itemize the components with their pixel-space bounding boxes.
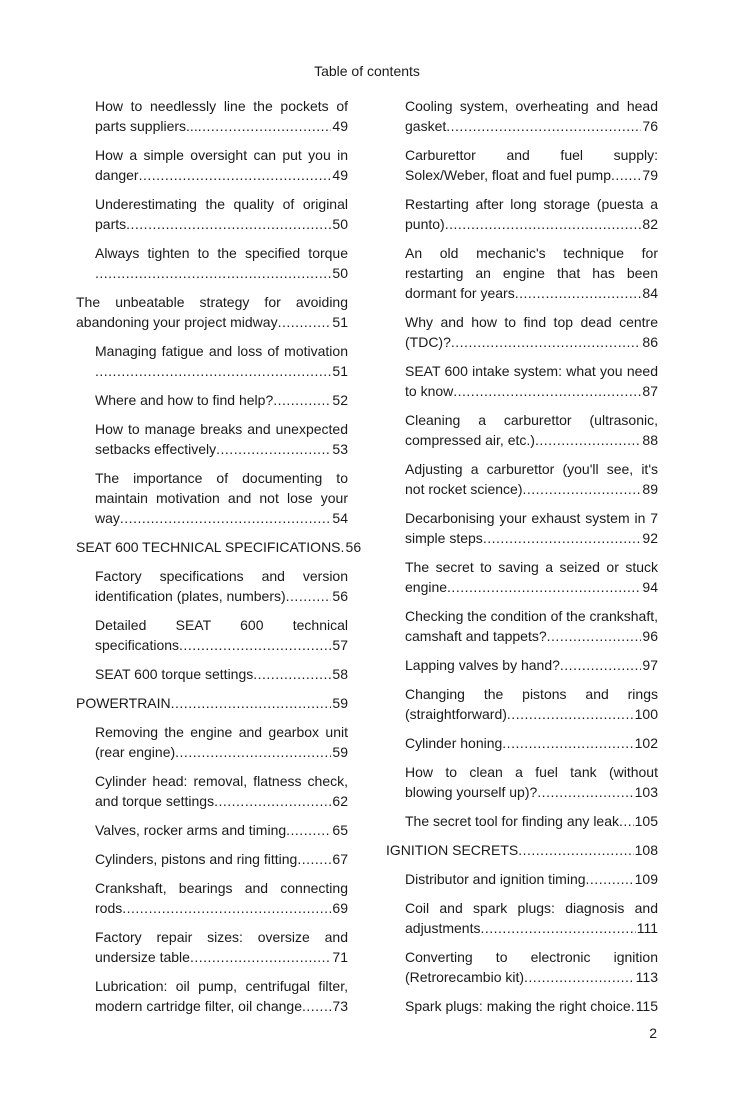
toc-dot-leader: [190, 947, 331, 967]
toc-dot-leader: [198, 116, 332, 136]
toc-entry[interactable]: [386, 508, 658, 548]
toc-dot-leader: [126, 214, 331, 234]
toc-entry-text: undersize table: [95, 949, 190, 965]
toc-section-entry[interactable]: [76, 292, 348, 332]
toc-page-number: 67: [332, 851, 348, 867]
toc-dot-leader: [502, 733, 633, 753]
toc-entry-text: gasket: [405, 118, 447, 134]
toc-entry-text: Valves, rocker arms and timing: [95, 822, 287, 838]
toc-entry-text: identification (plates, numbers): [95, 588, 286, 604]
toc-entry-text: Cylinders, pistons and ring fitting: [95, 851, 298, 867]
toc-page-number: 87: [642, 383, 658, 399]
toc-dot-leader: [507, 704, 634, 724]
toc-entry[interactable]: [76, 615, 348, 655]
toc-entry-text: Crankshaft, bearings and connecting: [95, 880, 348, 896]
toc-dot-leader: [214, 791, 331, 811]
toc-page-number: 52: [332, 392, 348, 408]
toc-entry[interactable]: [76, 566, 348, 606]
toc-entry[interactable]: [386, 312, 658, 352]
toc-entry-text: compressed air, etc.): [405, 432, 535, 448]
toc-entry-text: How to clean a fuel tank (without: [405, 764, 658, 780]
toc-entry[interactable]: [76, 194, 348, 234]
toc-dot-leader: [95, 361, 331, 381]
toc-page-number: 82: [642, 216, 658, 232]
toc-entry-text: parts suppliers...: [95, 118, 198, 134]
toc-entry-text: Cooling system, overheating and head: [405, 98, 658, 114]
toc-entry-text: The secret to saving a seized or stuck: [405, 559, 658, 575]
toc-entry-text: Detailed SEAT 600 technical: [95, 617, 348, 633]
toc-page-number: 100: [634, 706, 658, 722]
toc-dot-leader: [278, 312, 332, 332]
toc-entry-text: setbacks effectively: [95, 441, 217, 457]
toc-page-number: 105: [634, 813, 658, 829]
toc-entry[interactable]: [76, 820, 348, 840]
toc-entry[interactable]: [386, 684, 658, 724]
toc-entry-text: Cylinder honing: [405, 735, 503, 751]
toc-entry-text: to know: [405, 383, 454, 399]
toc-dot-leader: [518, 840, 633, 860]
toc-dot-leader: [451, 332, 642, 352]
toc-entry-text: restarting an engine that has been: [405, 265, 658, 281]
toc-section-entry[interactable]: [76, 537, 362, 557]
toc-dot-leader: [560, 655, 642, 675]
toc-dot-leader: [480, 918, 635, 938]
toc-entry-text: Changing the pistons and rings: [405, 686, 658, 702]
toc-page-number: 62: [332, 793, 348, 809]
toc-entry-text: Spark plugs: making the right choice: [405, 998, 631, 1014]
toc-entry-text: danger: [95, 167, 139, 183]
toc-entry-text: SEAT 600 TECHNICAL SPECIFICATIONS: [76, 539, 341, 555]
toc-entry-text: (TDC)?: [405, 334, 451, 350]
toc-page-number: 103: [634, 784, 658, 800]
toc-entry-text: The unbeatable strategy for avoiding: [76, 294, 348, 310]
toc-page-number: 58: [332, 666, 348, 682]
toc-page-number: 97: [642, 657, 658, 673]
toc-dot-leader: [515, 283, 642, 303]
toc-entry[interactable]: [386, 811, 658, 831]
toc-entry-text: Adjusting a carburettor (you'll see, it's: [405, 461, 658, 477]
toc-entry-text: SEAT 600 intake system: what you need: [405, 363, 658, 379]
toc-entry[interactable]: [76, 243, 348, 283]
toc-entry-text: Restarting after long storage (puesta a: [405, 196, 658, 212]
toc-page-number: 109: [634, 871, 658, 887]
toc-entry[interactable]: [386, 243, 658, 303]
toc-page-number: 50: [332, 216, 348, 232]
toc-entry[interactable]: [386, 733, 658, 753]
toc-dot-leader: [175, 742, 331, 762]
toc-entry-text: Cylinder head: removal, flatness check,: [95, 773, 348, 789]
toc-dot-leader: [95, 263, 331, 283]
toc-section-entry[interactable]: [76, 693, 348, 713]
toc-dot-leader: [216, 439, 331, 459]
toc-page-number: 88: [642, 432, 658, 448]
toc-page-number: 65: [332, 822, 348, 838]
toc-entry-text: and torque settings: [95, 793, 215, 809]
page-title: Table of contents: [314, 63, 420, 79]
toc-entry-text: Decarbonising your exhaust system in 7: [405, 510, 658, 526]
toc-page-number: 56: [345, 539, 362, 555]
toc-entry[interactable]: [76, 96, 348, 136]
toc-entry-text: Carburettor and fuel supply:: [405, 147, 658, 163]
toc-dot-leader: [179, 635, 331, 655]
toc-dot-leader: [286, 586, 332, 606]
toc-page-number: 96: [642, 628, 658, 644]
toc-entry[interactable]: [386, 410, 658, 450]
toc-entry-text: IGNITION SECRETS: [386, 842, 519, 858]
toc-entry[interactable]: [386, 145, 658, 185]
toc-entry-text: way: [95, 510, 120, 526]
toc-dot-leader: [122, 898, 331, 918]
toc-page-number: 51: [332, 314, 348, 330]
toc-entry-text: Factory repair sizes: oversize and: [95, 929, 348, 945]
toc-page-number: 50: [332, 265, 348, 281]
toc-dot-leader: [297, 849, 331, 869]
toc-page-number: 73: [332, 998, 348, 1014]
toc-entry-text: The secret tool for finding any leak: [405, 813, 620, 829]
toc-entry-text: How a simple oversight can put you in: [95, 147, 348, 163]
toc-entry[interactable]: [76, 878, 348, 918]
toc-entry-text: Checking the condition of the crankshaft,: [405, 608, 658, 624]
toc-page-number: 108: [634, 842, 658, 858]
toc-dot-leader: [547, 626, 642, 646]
toc-page-number: 79: [642, 167, 658, 183]
toc-dot-leader: [453, 381, 641, 401]
toc-entry[interactable]: [76, 771, 348, 811]
toc-dot-leader: [523, 479, 642, 499]
toc-entry[interactable]: [76, 664, 348, 684]
toc-page-number: 69: [332, 900, 348, 916]
toc-entry[interactable]: [386, 606, 658, 646]
toc-page-number: 56: [332, 588, 348, 604]
toc-dot-leader: [586, 869, 634, 889]
toc-entry[interactable]: [386, 459, 658, 499]
toc-page-number: 102: [634, 735, 658, 751]
toc-page-number: 76: [642, 118, 658, 134]
toc-entry-text: maintain motivation and not lose your: [95, 490, 348, 506]
toc-page-number: 54: [332, 510, 348, 526]
toc-entry-text: simple steps: [405, 530, 483, 546]
toc-entry-text: Where and how to find help?: [95, 392, 274, 408]
toc-dot-leader: [447, 577, 641, 597]
toc-page-number: 57: [332, 637, 348, 653]
toc-dot-leader: [171, 693, 332, 713]
toc-entry[interactable]: [76, 419, 348, 459]
toc-entry-text: adjustments: [405, 920, 481, 936]
toc-entry-text: modern cartridge filter, oil change: [95, 998, 302, 1014]
toc-entry-text: blowing yourself up)?: [405, 784, 538, 800]
toc-dot-leader: [524, 967, 635, 987]
toc-entry[interactable]: [76, 145, 348, 185]
toc-page-number: 71: [332, 949, 348, 965]
toc-entry-text: (straightforward): [405, 706, 507, 722]
toc-dot-leader: [139, 165, 332, 185]
toc-entry-text: Always tighten to the specified torque: [95, 245, 348, 261]
toc-entry-text: Converting to electronic ignition: [405, 949, 658, 965]
toc-column-right: [386, 96, 658, 1025]
toc-dot-leader: [537, 782, 633, 802]
toc-entry-text: Coil and spark plugs: diagnosis and: [405, 900, 658, 916]
toc-entry-text: How to needlessly line the pockets of: [95, 98, 348, 114]
toc-page-number: 92: [642, 530, 658, 546]
toc-entry[interactable]: [386, 361, 658, 401]
toc-page-number: 49: [332, 118, 348, 134]
page-number: 2: [649, 1025, 657, 1041]
toc-entry[interactable]: [386, 194, 658, 234]
toc-entry[interactable]: [76, 341, 348, 381]
toc-entry[interactable]: [386, 762, 658, 802]
toc-entry-text: abandoning your project midway: [76, 314, 278, 330]
toc-entry-text: not rocket science): [405, 481, 523, 497]
toc-entry[interactable]: [76, 390, 348, 410]
toc-dot-leader: [273, 390, 331, 410]
toc-entry[interactable]: [386, 898, 658, 938]
toc-section-entry[interactable]: [386, 840, 658, 860]
toc-entry-text: An old mechanic's technique for: [405, 245, 658, 261]
toc-page-number: 111: [636, 920, 658, 936]
toc-dot-leader: [286, 820, 331, 840]
toc-dot-leader: [253, 664, 331, 684]
toc-dot-leader: [445, 214, 642, 234]
toc-entry-text: specifications: [95, 637, 180, 653]
toc-entry[interactable]: [386, 655, 658, 675]
toc-entry-text: (Retrorecambio kit): [405, 969, 525, 985]
toc-entry-text: SEAT 600 torque settings: [95, 666, 254, 682]
toc-dot-leader: [120, 508, 332, 528]
toc-entry[interactable]: [386, 96, 658, 136]
toc-entry-text: Factory specifications and version: [95, 568, 348, 584]
toc-page-number: 115: [635, 998, 659, 1014]
toc-page-number: 49: [332, 167, 348, 183]
toc-page-number: 53: [332, 441, 348, 457]
toc-entry[interactable]: [76, 468, 348, 528]
toc-entry-text: Why and how to find top dead centre: [405, 314, 658, 330]
toc-dot-leader: [611, 165, 641, 185]
toc-dot-leader: [535, 430, 641, 450]
toc-entry[interactable]: [76, 976, 348, 1016]
toc-page-number: 86: [642, 334, 658, 350]
toc-dot-leader: [619, 811, 634, 831]
toc-entry-text: punto): [405, 216, 445, 232]
toc-entry-text: The importance of documenting to: [95, 470, 348, 486]
toc-entry-text: How to manage breaks and unexpected: [95, 421, 348, 437]
toc-column-left: [76, 96, 362, 1025]
toc-entry-text: Cleaning a carburettor (ultrasonic,: [405, 412, 658, 428]
toc-page-number: 94: [642, 579, 658, 595]
toc-entry[interactable]: [76, 927, 348, 967]
toc-entry[interactable]: [386, 557, 658, 597]
toc-page-number: 89: [642, 481, 658, 497]
toc-entry-text: Distributor and ignition timing: [405, 871, 586, 887]
toc-entry-text: Removing the engine and gearbox unit: [95, 724, 348, 740]
toc-page-number: 84: [642, 285, 658, 301]
toc-entry-text: Underestimating the quality of original: [95, 196, 348, 212]
toc-page-number: 59: [332, 695, 348, 711]
toc-dot-leader: [446, 116, 641, 136]
toc-entry-text: rods: [95, 900, 123, 916]
toc-entry[interactable]: [76, 722, 348, 762]
toc-entry-text: (rear engine): [95, 744, 176, 760]
toc-entry-text: engine: [405, 579, 448, 595]
toc-dot-leader: [483, 528, 642, 548]
toc-entry[interactable]: [386, 947, 658, 987]
toc-page-number: 113: [635, 969, 658, 985]
toc-page-number: 59: [332, 744, 348, 760]
toc-entry-text: camshaft and tappets?: [405, 628, 547, 644]
toc-entry-text: Managing fatigue and loss of motivation: [95, 343, 348, 359]
toc-entry-text: POWERTRAIN: [76, 695, 171, 711]
toc-entry[interactable]: [76, 849, 348, 869]
toc-dot-leader: [302, 996, 331, 1016]
toc-entry-text: Lubrication: oil pump, centrifugal filter,: [95, 978, 348, 994]
toc-page-number: 51: [332, 363, 348, 379]
toc-entry[interactable]: [386, 996, 658, 1016]
toc-entry-text: parts: [95, 216, 127, 232]
toc-entry[interactable]: [386, 869, 658, 889]
toc-entry-text: Lapping valves by hand?: [405, 657, 560, 673]
toc-entry-text: Solex/Weber, float and fuel pump: [405, 167, 611, 183]
toc-entry-text: dormant for years: [405, 285, 515, 301]
